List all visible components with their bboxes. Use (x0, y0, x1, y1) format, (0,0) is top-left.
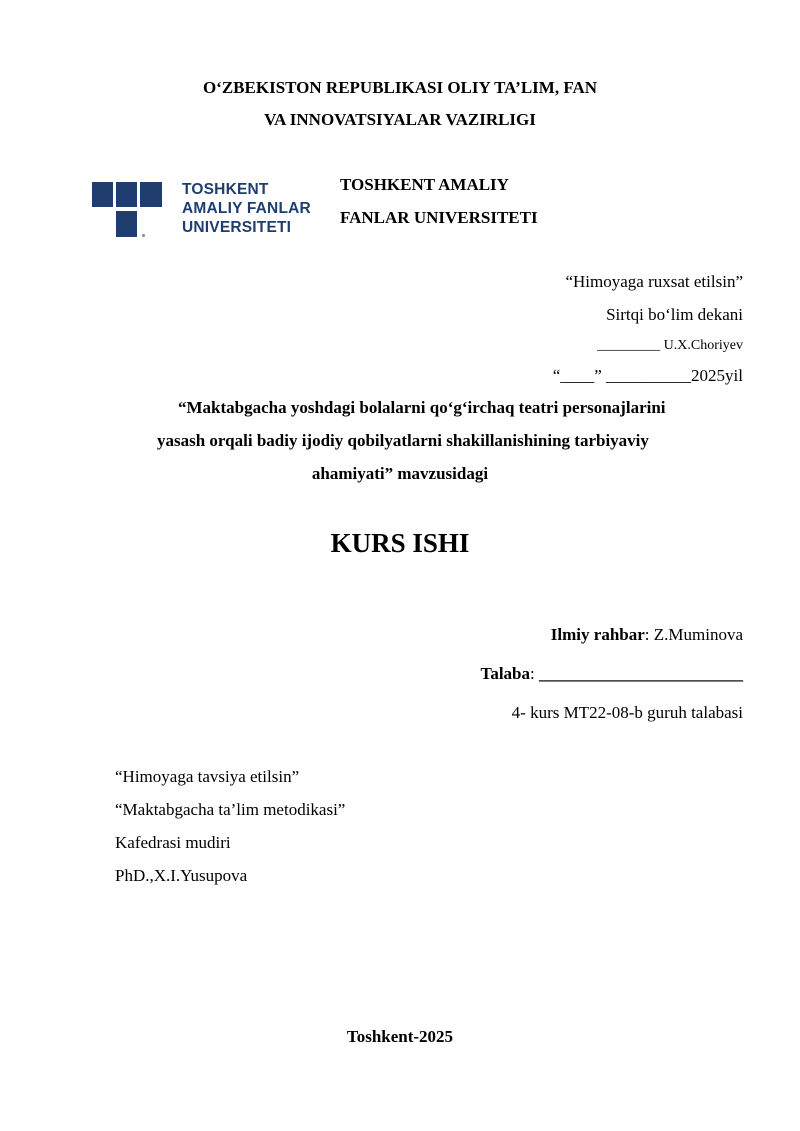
logo-text-line-2: AMALIY FANLAR (182, 200, 311, 217)
student-colon: : (530, 664, 539, 683)
approval-position: Sirtqi bo‘lim dekani (606, 305, 743, 324)
logo-text-line-1: TOSHKENT (182, 181, 269, 198)
footer-city-year: Toshkent-2025 (346, 1027, 454, 1046)
university-name-line-1: TOSHKENT AMALIY (340, 175, 509, 194)
logo-square-1 (92, 182, 113, 207)
recommendation-line-4: PhD.,X.I.Yusupova (115, 866, 248, 885)
student-line (481, 664, 743, 684)
logo-mark-dot (142, 234, 145, 237)
recommendation-line-3: Kafedrasi mudiri (115, 833, 231, 852)
student-name-blank: ________________________ (539, 664, 743, 683)
logo-text-line-3: UNIVERSITETI (182, 219, 292, 236)
approval-date: “____” __________2025yil (552, 366, 743, 385)
supervisor-line (551, 625, 743, 645)
approval-signature: _________ U.X.Choriyev (597, 338, 743, 353)
topic-line-3: ahamiyati” mavzusidagi (311, 464, 489, 483)
logo-square-2 (116, 182, 137, 207)
supervisor-label: Ilmiy rahbar (550, 625, 645, 644)
ministry-line-1: O‘ZBEKISTON REPUBLIKASI OLIY TA’LIM, FAN (202, 78, 598, 97)
logo-text (182, 180, 311, 237)
logo-square-4 (116, 211, 137, 237)
university-logo (92, 182, 322, 240)
work-title: KURS ISHI (330, 528, 470, 558)
supervisor-name: : Z.Muminova (644, 625, 743, 644)
approval-permission: “Himoyaga ruxsat etilsin” (565, 272, 743, 291)
recommendation-line-2: “Maktabgacha ta’lim metodikasi” (115, 800, 346, 819)
ministry-line-2: VA INNOVATSIYALAR VAZIRLIGI (264, 110, 536, 129)
university-name-line-2: FANLAR UNIVERSITETI (340, 208, 538, 227)
student-label: Talaba (480, 664, 531, 683)
logo-square-3 (140, 182, 162, 207)
topic-line-2: yasash orqali badiy ijodiy qobilyatlarni shakillanishining tarbiyaviy (157, 431, 649, 450)
recommendation-line-1: “Himoyaga tavsiya etilsin” (115, 767, 300, 786)
topic-line-1: “Maktabgacha yoshdagi bolalarni qo‘g‘irchaq teatri personajlarini (178, 398, 666, 417)
student-group: 4- kurs MT22-08-b guruh talabasi (511, 703, 743, 722)
